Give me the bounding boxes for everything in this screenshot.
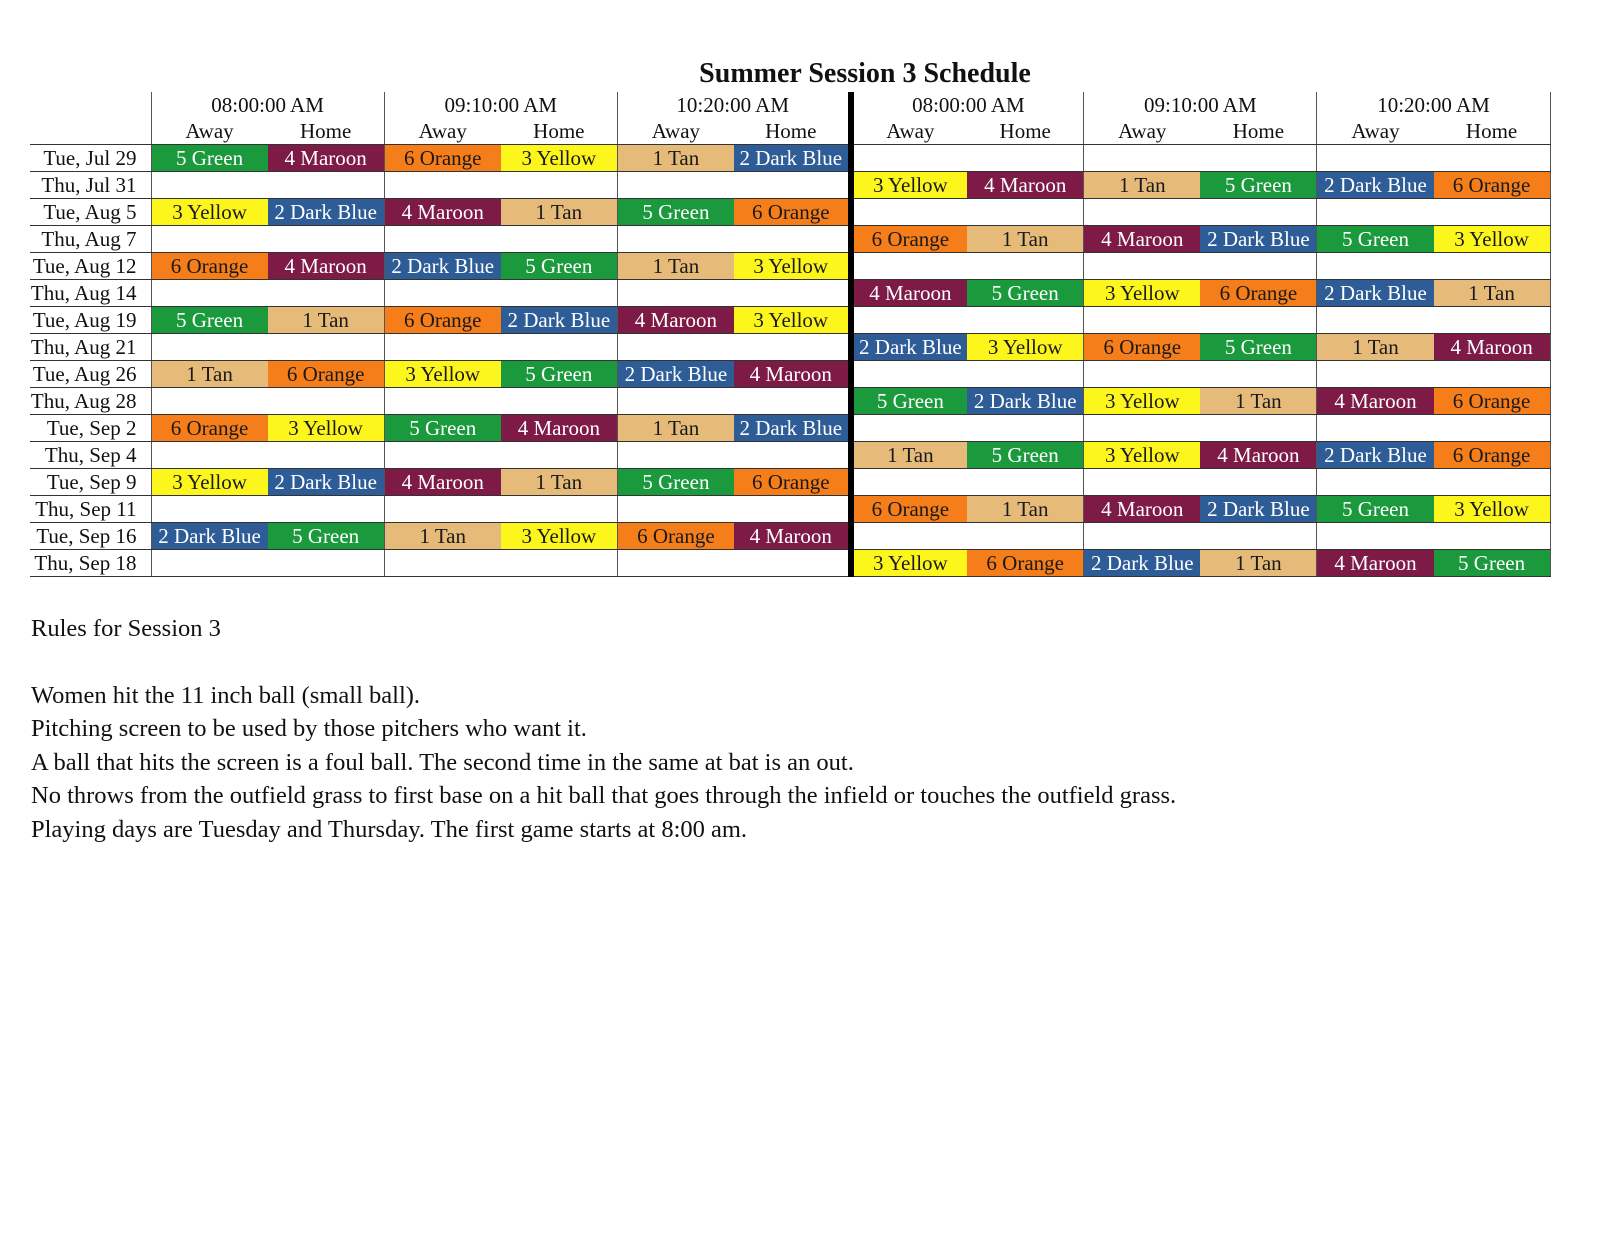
empty-cell [617,550,734,577]
empty-cell [617,172,734,199]
empty-cell [268,334,385,361]
empty-cell [1434,199,1551,226]
schedule-row [30,550,1550,577]
home-team-cell: 4 Maroon [1434,334,1551,361]
rule-line: Playing days are Tuesday and Thursday. The first game starts at 8:00 am. [31,815,748,843]
schedule-row [30,415,1550,442]
schedule-row [30,172,1550,199]
home-team-cell: 3 Yellow [501,145,618,172]
empty-cell [1200,361,1317,388]
away-team-cell: 3 Yellow [1084,442,1201,469]
home-team-cell: 6 Orange [967,550,1084,577]
away-team-cell: 1 Tan [384,523,501,550]
game-date: Thu, Sep 4 [30,442,151,469]
empty-cell [617,496,734,523]
away-team-cell: 5 Green [1317,226,1434,253]
away-header: Away [1317,118,1434,145]
empty-cell [734,226,851,253]
game-date: Thu, Sep 11 [30,496,151,523]
away-team-cell: 2 Dark Blue [851,334,968,361]
schedule-row [30,280,1550,307]
empty-cell [734,388,851,415]
away-team-cell: 5 Green [151,307,268,334]
empty-cell [384,172,501,199]
schedule-row [30,253,1550,280]
home-team-cell: 2 Dark Blue [268,469,385,496]
away-team-cell: 1 Tan [1084,172,1201,199]
home-team-cell: 5 Green [967,280,1084,307]
empty-cell [384,388,501,415]
game-date: Thu, Sep 18 [30,550,151,577]
away-team-cell: 4 Maroon [851,280,968,307]
empty-cell [151,172,268,199]
empty-cell [967,523,1084,550]
away-team-cell: 1 Tan [1317,334,1434,361]
away-team-cell: 1 Tan [151,361,268,388]
empty-cell [1317,361,1434,388]
schedule-row [30,226,1550,253]
home-team-cell: 3 Yellow [1434,226,1551,253]
empty-cell [617,334,734,361]
game-date: Thu, Aug 21 [30,334,151,361]
empty-cell [384,226,501,253]
home-header: Home [501,118,618,145]
time-slot-header: 10:20:00 AM [1317,92,1550,118]
home-team-cell: 1 Tan [1200,388,1317,415]
away-home-header-row [30,118,1550,145]
empty-cell [1084,145,1201,172]
away-team-cell: 6 Orange [151,415,268,442]
home-team-cell: 2 Dark Blue [1200,496,1317,523]
home-team-cell: 1 Tan [1434,280,1551,307]
empty-cell [1084,361,1201,388]
empty-cell [384,550,501,577]
empty-cell [501,280,618,307]
home-team-cell: 3 Yellow [1434,496,1551,523]
away-team-cell: 2 Dark Blue [1317,280,1434,307]
away-team-cell: 5 Green [151,145,268,172]
rule-line: No throws from the outfield grass to first base on a hit ball that goes through the infield or touches the outfield grass. [31,782,1177,809]
time-slot-header-row [30,92,1550,118]
empty-cell [734,496,851,523]
empty-cell [1200,145,1317,172]
game-date: Tue, Sep 16 [30,523,151,550]
schedule-row [30,523,1550,550]
empty-cell [1434,415,1551,442]
schedule-row [30,307,1550,334]
away-team-cell: 1 Tan [617,253,734,280]
away-team-cell: 5 Green [384,415,501,442]
page-title: Summer Session 3 Schedule [699,58,1031,89]
empty-cell [851,199,968,226]
empty-cell [151,550,268,577]
empty-cell [501,388,618,415]
empty-cell [734,172,851,199]
home-team-cell: 5 Green [1434,550,1551,577]
home-header: Home [1200,118,1317,145]
empty-cell [501,442,618,469]
rule-line: A ball that hits the screen is a foul ball. The second time in the same at bat is an out. [31,748,854,776]
away-team-cell: 2 Dark Blue [1084,550,1201,577]
home-header: Home [967,118,1084,145]
empty-cell [268,550,385,577]
away-header: Away [151,118,268,145]
away-team-cell: 6 Orange [617,523,734,550]
away-team-cell: 4 Maroon [1317,388,1434,415]
empty-cell [1317,469,1434,496]
away-team-cell: 6 Orange [851,226,968,253]
schedule-row [30,496,1550,523]
away-team-cell: 5 Green [851,388,968,415]
home-team-cell: 5 Green [1200,172,1317,199]
away-team-cell: 1 Tan [617,415,734,442]
empty-cell [501,226,618,253]
game-date: Thu, Aug 7 [30,226,151,253]
empty-cell [1434,523,1551,550]
away-team-cell: 2 Dark Blue [617,361,734,388]
home-team-cell: 2 Dark Blue [734,415,851,442]
away-team-cell: 3 Yellow [851,550,968,577]
game-date: Tue, Aug 5 [30,199,151,226]
home-team-cell: 1 Tan [967,496,1084,523]
schedule-row [30,388,1550,415]
empty-cell [384,334,501,361]
empty-cell [617,226,734,253]
empty-cell [501,334,618,361]
rules-section [31,612,1176,846]
home-header: Home [734,118,851,145]
rule-line: Pitching screen to be used by those pitchers who want it. [31,715,587,742]
home-team-cell: 1 Tan [501,199,618,226]
empty-cell [851,469,968,496]
empty-cell [967,361,1084,388]
home-team-cell: 5 Green [501,253,618,280]
empty-cell [501,496,618,523]
away-team-cell: 3 Yellow [851,172,968,199]
away-team-cell: 2 Dark Blue [1317,172,1434,199]
empty-cell [501,550,618,577]
empty-cell [734,334,851,361]
away-team-cell: 2 Dark Blue [384,253,501,280]
away-team-cell: 4 Maroon [1317,550,1434,577]
away-team-cell: 2 Dark Blue [1317,442,1434,469]
away-team-cell: 1 Tan [617,145,734,172]
home-team-cell: 5 Green [1200,334,1317,361]
schedule-row [30,145,1550,172]
away-team-cell: 3 Yellow [1084,388,1201,415]
home-team-cell: 4 Maroon [1200,442,1317,469]
empty-cell [1084,523,1201,550]
home-team-cell: 6 Orange [734,199,851,226]
home-team-cell: 3 Yellow [967,334,1084,361]
schedule-row [30,199,1550,226]
home-team-cell: 2 Dark Blue [1200,226,1317,253]
home-team-cell: 6 Orange [734,469,851,496]
home-team-cell: 1 Tan [501,469,618,496]
rules-title: Rules for Session 3 [31,615,221,642]
empty-cell [151,442,268,469]
schedule-row [30,334,1550,361]
empty-cell [967,415,1084,442]
home-team-cell: 3 Yellow [268,415,385,442]
away-team-cell: 3 Yellow [384,361,501,388]
game-date: Tue, Aug 12 [30,253,151,280]
home-team-cell: 3 Yellow [734,253,851,280]
game-date: Thu, Aug 28 [30,388,151,415]
empty-cell [967,253,1084,280]
home-team-cell: 5 Green [268,523,385,550]
away-header: Away [617,118,734,145]
home-team-cell: 4 Maroon [734,523,851,550]
home-team-cell: 5 Green [501,361,618,388]
away-team-cell: 4 Maroon [1084,226,1201,253]
empty-cell [384,280,501,307]
home-team-cell: 2 Dark Blue [967,388,1084,415]
game-date: Tue, Aug 19 [30,307,151,334]
away-team-cell: 5 Green [1317,496,1434,523]
schedule-table [30,92,1551,577]
away-team-cell: 4 Maroon [384,469,501,496]
empty-cell [851,253,968,280]
time-slot-header: 09:10:00 AM [1084,92,1317,118]
home-header: Home [268,118,385,145]
empty-cell [967,145,1084,172]
home-header: Home [1434,118,1551,145]
away-team-cell: 2 Dark Blue [151,523,268,550]
home-team-cell: 4 Maroon [967,172,1084,199]
home-team-cell: 1 Tan [268,307,385,334]
home-team-cell: 2 Dark Blue [501,307,618,334]
away-team-cell: 6 Orange [151,253,268,280]
home-team-cell: 2 Dark Blue [734,145,851,172]
empty-cell [734,442,851,469]
empty-cell [1084,307,1201,334]
empty-cell [1434,361,1551,388]
away-team-cell: 1 Tan [851,442,968,469]
home-team-cell: 3 Yellow [501,523,618,550]
empty-cell [967,199,1084,226]
away-team-cell: 5 Green [617,469,734,496]
empty-cell [734,280,851,307]
home-team-cell: 3 Yellow [734,307,851,334]
empty-cell [268,442,385,469]
empty-cell [617,388,734,415]
empty-cell [1084,199,1201,226]
empty-cell [617,280,734,307]
schedule-row [30,469,1550,496]
empty-cell [268,280,385,307]
home-team-cell: 6 Orange [1434,442,1551,469]
empty-cell [851,307,968,334]
empty-cell [617,442,734,469]
empty-cell [967,307,1084,334]
empty-cell [151,334,268,361]
empty-cell [1084,469,1201,496]
empty-cell [1200,199,1317,226]
away-team-cell: 4 Maroon [384,199,501,226]
schedule-row [30,361,1550,388]
empty-cell [268,172,385,199]
away-team-cell: 4 Maroon [617,307,734,334]
empty-cell [151,280,268,307]
home-team-cell: 6 Orange [1200,280,1317,307]
empty-cell [734,550,851,577]
empty-cell [851,145,968,172]
time-slot-header: 08:00:00 AM [851,92,1084,118]
empty-cell [1200,415,1317,442]
away-header: Away [1084,118,1201,145]
empty-cell [1317,523,1434,550]
empty-cell [1317,253,1434,280]
empty-cell [851,415,968,442]
empty-cell [851,361,968,388]
empty-cell [967,469,1084,496]
away-team-cell: 6 Orange [384,145,501,172]
away-team-cell: 4 Maroon [1084,496,1201,523]
away-team-cell: 6 Orange [384,307,501,334]
game-date: Tue, Jul 29 [30,145,151,172]
home-team-cell: 6 Orange [268,361,385,388]
away-team-cell: 3 Yellow [151,199,268,226]
empty-cell [268,226,385,253]
empty-cell [1434,253,1551,280]
away-team-cell: 3 Yellow [1084,280,1201,307]
home-team-cell: 5 Green [967,442,1084,469]
empty-cell [151,388,268,415]
empty-cell [1317,415,1434,442]
empty-cell [384,496,501,523]
game-date: Tue, Sep 2 [30,415,151,442]
empty-cell [501,172,618,199]
home-team-cell: 4 Maroon [734,361,851,388]
empty-cell [1200,523,1317,550]
home-team-cell: 1 Tan [1200,550,1317,577]
home-team-cell: 2 Dark Blue [268,199,385,226]
empty-cell [151,496,268,523]
away-team-cell: 3 Yellow [151,469,268,496]
home-team-cell: 6 Orange [1434,388,1551,415]
empty-cell [1084,415,1201,442]
rule-line: Women hit the 11 inch ball (small ball). [31,681,421,709]
time-slot-header: 09:10:00 AM [384,92,617,118]
away-team-cell: 6 Orange [1084,334,1201,361]
empty-cell [268,388,385,415]
game-date: Tue, Aug 26 [30,361,151,388]
schedule-row [30,442,1550,469]
home-team-cell: 4 Maroon [268,253,385,280]
empty-cell [1200,307,1317,334]
time-slot-header: 10:20:00 AM [617,92,850,118]
home-team-cell: 4 Maroon [268,145,385,172]
away-team-cell: 5 Green [617,199,734,226]
empty-cell [1317,199,1434,226]
away-header: Away [851,118,968,145]
empty-cell [1084,253,1201,280]
empty-cell [151,226,268,253]
home-team-cell: 4 Maroon [501,415,618,442]
empty-cell [1317,307,1434,334]
empty-cell [1434,307,1551,334]
empty-cell [851,523,968,550]
game-date: Thu, Jul 31 [30,172,151,199]
empty-cell [268,496,385,523]
empty-cell [1317,145,1434,172]
corner-cell [30,92,151,118]
time-slot-header: 08:00:00 AM [151,92,384,118]
empty-cell [1434,145,1551,172]
away-header: Away [384,118,501,145]
corner-cell [30,118,151,145]
empty-cell [1434,469,1551,496]
home-team-cell: 6 Orange [1434,172,1551,199]
empty-cell [1200,253,1317,280]
away-team-cell: 6 Orange [851,496,968,523]
game-date: Thu, Aug 14 [30,280,151,307]
game-date: Tue, Sep 9 [30,469,151,496]
home-team-cell: 1 Tan [967,226,1084,253]
empty-cell [384,442,501,469]
empty-cell [1200,469,1317,496]
